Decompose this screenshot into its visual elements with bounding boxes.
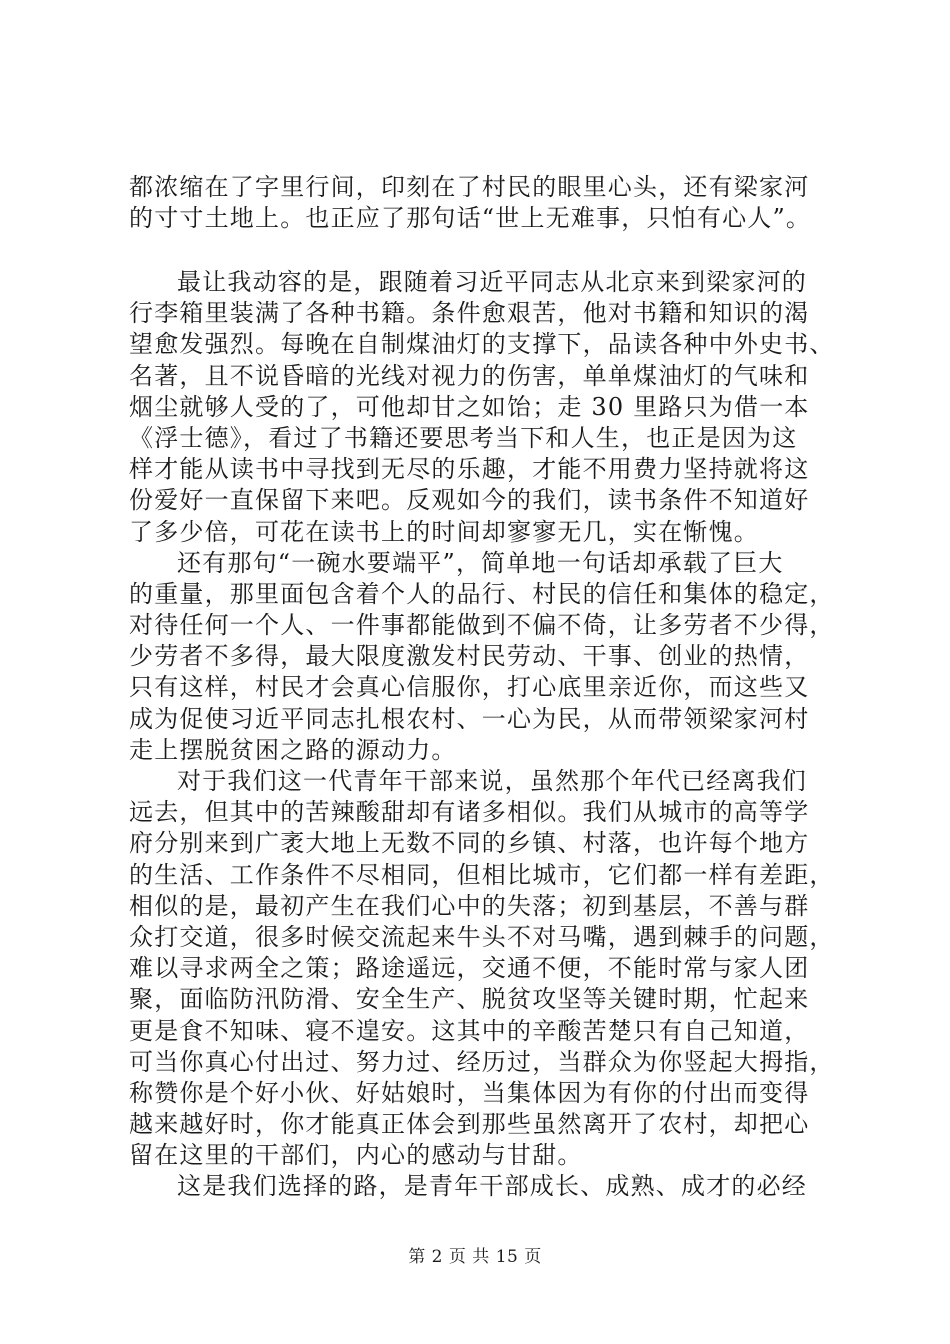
text-line: 最让我动容的是，跟随着习近平同志从北京来到梁家河的 <box>177 268 807 296</box>
paragraph-young-cadres <box>129 766 835 1171</box>
text-line: 成为促使习近平同志扎根农村、一心为民，从而带领梁家河村 <box>129 704 810 733</box>
body-text <box>129 267 835 1203</box>
text-line: 相似的是，最初产生在我们心中的失落；初到基层，不善与群 <box>129 891 810 920</box>
text-line: 望愈发强烈。每晚在自制煤油灯的支撑下，品读各种中外史书、 <box>129 330 835 359</box>
paragraph-fairness <box>129 548 835 766</box>
text-line: 名著，且不说昏暗的光线对视力的伤害，单单煤油灯的气味和 <box>129 361 810 390</box>
text-line: 对待任何一个人、一件事都能做到不偏不倚，让多劳者不少得， <box>129 611 835 640</box>
text-line: 烟尘就够人受的了，可他却甘之如饴；走 30 里路只为借一本 <box>129 392 810 421</box>
paragraph-chosen-path <box>129 1171 831 1202</box>
text-line: 了多少倍，可花在读书上的时间却寥寥无几，实在惭愧。 <box>129 517 759 546</box>
text-line: 还有那句“一碗水要端平”，简单地一句话却承载了巨大 <box>177 548 784 577</box>
text-line: 都浓缩在了字里行间，印刻在了村民的眼里心头，还有梁家河 <box>129 173 810 201</box>
page-number-footer: 第 2 页 共 15 页 <box>408 1247 542 1267</box>
text-line: 《浮士德》，看过了书籍还要思考当下和人生，也正是因为这 <box>129 423 798 452</box>
text-line: 越来越好时，你才能真正体会到那些虽然离开了农村，却把心 <box>129 1110 810 1139</box>
text-line: 称赞你是个好小伙、好姑娘时，当集体因为有你的付出而变得 <box>129 1078 810 1107</box>
text-line: 留在这里的干部们，内心的感动与甘甜。 <box>129 1141 583 1170</box>
text-line: 的寸寸土地上。也正应了那句话“世上无难事，只怕有心人”。 <box>129 204 812 233</box>
text-line: 只有这样，村民才会真心信服你，打心底里亲近你，而这些又 <box>129 673 810 702</box>
paragraph-books <box>129 267 835 548</box>
text-line: 走上摆脱贫困之路的源动力。 <box>129 735 457 764</box>
text-line: 难以寻求两全之策；路途遥远，交通不便，不能时常与家人团 <box>129 954 810 983</box>
text-line: 样才能从读书中寻找到无尽的乐趣，才能不用费力坚持就将这 <box>129 455 810 484</box>
text-line: 对于我们这一代青年干部来说，虽然那个年代已经离我们 <box>177 767 807 795</box>
text-line: 府分别来到广袤大地上无数不同的乡镇、村落，也许每个地方 <box>129 829 810 858</box>
text-line: 更是食不知味、寝不遑安。这其中的辛酸苦楚只有自己知道， <box>129 1016 810 1045</box>
text-line: 聚，面临防汛防滑、安全生产、脱贫攻坚等关键时期，忙起来 <box>129 985 810 1014</box>
text-line: 份爱好一直保留下来吧。反观如今的我们，读书条件不知道好 <box>129 486 810 515</box>
paragraph-continued <box>129 172 831 234</box>
text-line: 的重量，那里面包含着个人的品行、村民的信任和集体的稳定， <box>129 579 835 608</box>
text-line: 行李箱里装满了各种书籍。条件愈艰苦，他对书籍和知识的渴 <box>129 299 810 328</box>
text-line: 远去，但其中的苦辣酸甜却有诸多相似。我们从城市的高等学 <box>129 798 810 827</box>
text-line: 的生活、工作条件不尽相同，但相比城市，它们都一样有差距， <box>129 860 835 889</box>
text-line: 众打交道，很多时候交流起来牛头不对马嘴，遇到棘手的问题， <box>129 922 835 951</box>
text-line: 可当你真心付出过、努力过、经历过，当群众为你竖起大拇指， <box>129 1047 835 1076</box>
text-line: 少劳者不多得，最大限度激发村民劳动、干事、创业的热情， <box>129 642 810 671</box>
text-line: 这是我们选择的路，是青年干部成长、成熟、成才的必经 <box>177 1172 807 1201</box>
